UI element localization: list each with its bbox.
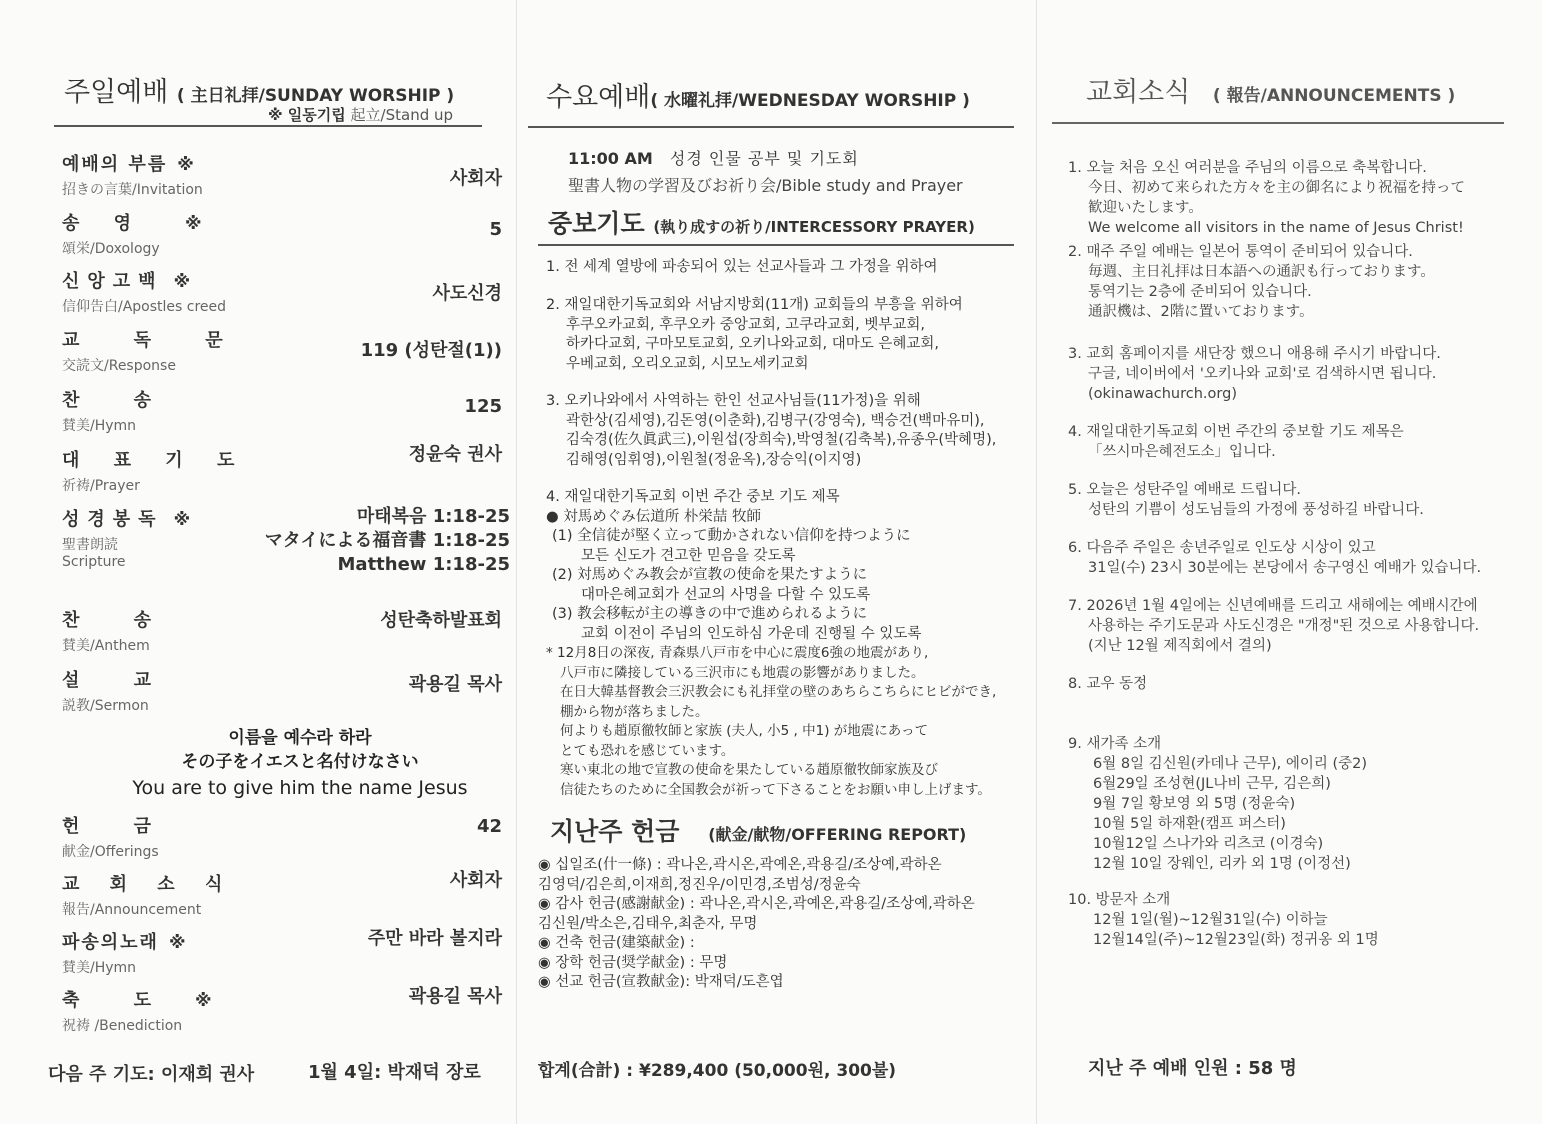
order-item-doxology <box>62 209 502 258</box>
scripture-verse <box>110 726 490 800</box>
order-item-subtitle: 献金/Offerings <box>62 844 159 860</box>
order-item-value: 125 <box>464 396 502 417</box>
order-item-announcement <box>62 870 502 919</box>
intercessory-heading <box>548 204 975 240</box>
sunday-title: 주일예배 <box>64 77 169 108</box>
order-item-value: 정윤숙 권사 <box>408 444 502 465</box>
offering-list: ◉ 십일조(什一條) : 곽나온,곽시온,곽예온,곽용길/조상예,곽하온 김영덕/김은희,이재희,정진우/이민경,조범성/정윤숙 ◉ 감사 헌금(感謝献金) : 곽나온,곽시온,곽예온,곽용길/조상예,곽하온 김신원/박소은,김태우,최춘자, 무명 ◉ 건축 헌금(建築献金) : ◉ 장학 헌금(奨学献金) : 무명 ◉ 선교 헌금(宣教献金): 박재덕/도흔엽 <box>538 857 975 990</box>
announcements-column <box>1052 0 1506 1124</box>
scripture-en: Matthew 1:18-25 <box>337 554 510 575</box>
scripture-jp: マタイによる福音書 1:18-25 <box>264 530 510 551</box>
wednesday-time: 11:00 AM <box>568 149 653 168</box>
announcement-7: 7. 2026년 1월 4일에는 신년예배를 드리고 새해에는 예배시간에 사용하는 주기도문과 사도신경은 "개정"된 것으로 사용합니다. (지난 12월 제직회에서 결의) <box>1068 598 1480 654</box>
wednesday-desc-jp: 聖書人物の学習及びお祈り会/Bible study and Prayer <box>568 176 963 195</box>
order-item-benediction <box>62 986 502 1035</box>
announcements-title-sub: ( 報告/ANNOUNCEMENTS ) <box>1212 86 1456 106</box>
order-item-subtitle: 説教/Sermon <box>62 698 149 714</box>
sunday-title-sub: ( 主日礼拝/SUNDAY WORSHIP ) <box>176 86 455 106</box>
order-item-value: 42 <box>476 816 502 837</box>
order-item-value: 성탄축하발표회 <box>380 610 502 631</box>
announcement-10-visitors: 10. 방문자 소개 12월 1일(월)~12월31일(수) 이하늘 12월14일(주)~12월23일(화) 정귀옹 외 1명 <box>1068 892 1379 948</box>
offering-total: 합계(合計) : ¥289,400 (50,000원, 300불) <box>538 1061 897 1081</box>
wednesday-schedule <box>568 146 963 196</box>
order-item-subtitle: 信仰告白/Apostles creed <box>62 299 227 315</box>
intercessory-title: 중보기도 <box>548 209 645 238</box>
offering-title: 지난주 헌금 <box>550 817 680 846</box>
order-item-title: 송 영 ※ <box>62 213 216 234</box>
intercessory-item-4: 4. 재일대한기독교회 이번 주간 중보 기도 제목 ● 対馬めぐみ伝道所 朴栄喆 牧師 (1) 全信徒が堅く立って動かされない信仰を持つように 모든 신도가 견고한 믿음을 갖도록 (2) 対馬めぐみ教会が宣教の使命を果たすように 대마은혜교회가 선교의 사명을 다할 수 있도록 (3) 教会移転が主の導きの中で進められるように 교회 이전이 주님의 인도하심 가운데 진행될 수 있도록 * 12月8日の深夜, 青森県八戸市を中心に震度6強の地震があり, 八戸市に隣接している三沢市にも地震の影響がありました。 在日大韓基督教会三沢教会にも礼拝堂の壁のあちらこちらにヒビができ, 棚から物が落ちました。 何よりも趙原徹牧師と家族 (夫人, 小5 , 中1) が地震にあって とても恐れを感じています。 寒い東北の地で宣教の使命を果たしている趙原徹牧師家族及び 信徒たちのために全国教会が祈って下さることをお願い申し上げます。 <box>546 488 1016 800</box>
order-item-subtitle: 招きの言葉/Invitation <box>62 182 203 198</box>
standup-note-jp: 起立/Stand up <box>350 106 454 124</box>
order-item-subtitle: 賛美/Hymn <box>62 960 137 976</box>
order-item-value: 사회자 <box>449 870 502 891</box>
order-item-title: 찬 송 <box>62 390 176 411</box>
order-item-value: 사도신경 <box>432 283 502 304</box>
announcements-heading <box>1086 70 1455 109</box>
wednesday-title: 수요예배 <box>546 82 651 113</box>
wednesday-column <box>528 0 1016 1124</box>
order-item-title: 파송의노래 ※ <box>62 932 188 953</box>
order-item-title: 교 독 문 <box>62 330 247 351</box>
wednesday-heading-rule <box>528 126 1014 128</box>
verse-jp: その子をイエスと名付けなさい <box>181 752 419 772</box>
fold-line-left <box>516 0 517 1124</box>
intercessory-heading-rule <box>538 244 1014 246</box>
scripture-ko: 마태복음 1:18-25 <box>356 506 510 527</box>
announcement-3: 3. 교회 홈페이지를 새단장 했으니 애용해 주시기 바랍니다. 구글, 네이버에서 '오키나와 교회'로 검색하시면 됩니다. (okinawachurch.org) <box>1068 346 1441 402</box>
order-item-title: 대 표 기 도 <box>62 450 249 471</box>
verse-en: You are to give him the name Jesus <box>132 777 468 799</box>
order-item-subtitle: 賛美/Anthem <box>62 638 150 654</box>
fold-line-right <box>1036 0 1037 1124</box>
announcement-8: 8. 교우 동정 <box>1068 676 1148 692</box>
wednesday-title-sub: ( 水曜礼拝/WEDNESDAY WORSHIP ) <box>650 91 970 111</box>
intercessory-item-4-church: ● 対馬めぐみ伝道所 朴栄喆 牧師 <box>546 508 761 525</box>
attendance-count: 지난 주 예배 인원 : 58 명 <box>1088 1058 1297 1079</box>
offering-title-sub: (献金/献物/OFFERING REPORT) <box>708 825 967 844</box>
order-item-title: 예배의 부름 ※ <box>62 154 196 175</box>
standup-note-ko: ※ 일동기립 <box>268 106 346 124</box>
order-item-value: 주만 바라 볼지라 <box>367 928 502 949</box>
order-item-title: 성경봉독 ※ <box>62 509 199 530</box>
order-item-title: 찬 송 <box>62 610 176 631</box>
order-item-title: 설 교 <box>62 670 176 691</box>
intercessory-item-1: 1. 전 세계 열방에 파송되어 있는 선교사들과 그 가정을 위하여 <box>546 259 938 275</box>
announcement-5: 5. 오늘은 성탄주일 예배로 드립니다. 성탄의 기쁨이 성도님들의 가정에 풍성하길 바랍니다. <box>1068 482 1424 518</box>
order-item-sending-hymn <box>62 928 502 977</box>
next-week-prayer: 다음 주 기도: 이재희 권사 <box>48 1064 255 1085</box>
order-item-title: 축 도 ※ <box>62 990 212 1011</box>
order-item-title: 헌 금 <box>62 816 176 837</box>
order-item-value: 5 <box>489 219 502 240</box>
order-item-anthem <box>62 606 502 655</box>
order-item-subtitle: 頌栄/Doxology <box>62 241 160 257</box>
order-item-subtitle: 賛美/Hymn <box>62 418 137 434</box>
intercessory-item-4-title: 4. 재일대한기독교회 이번 주간 중보 기도 제목 <box>546 489 840 505</box>
order-item-response <box>62 326 502 375</box>
verse-ko: 이름을 예수라 하라 <box>228 728 372 748</box>
order-item-value: 사회자 <box>449 168 502 189</box>
announcement-2: 2. 매주 주일 예배는 일본어 통역이 준비되어 있습니다. 毎週、主日礼拝は日本語への通訳も行っております。 통역기는 2층에 준비되어 있습니다. 通訳機は、2階に置いております。 <box>1068 244 1435 320</box>
announcement-4: 4. 재일대한기독교회 이번 주간의 중보할 기도 제목은 「쓰시마은혜전도소」입니다. <box>1068 424 1404 460</box>
announcement-9-new-family: 9. 새가족 소개 6월 8일 김신원(카데나 근무), 에이리 (중2) 6월29일 조성현(JL나비 근무, 김은희) 9월 7일 황보영 외 5명 (정윤숙) 10월 5일 하재환(캠프 퍼스터) 10월12일 스나가와 리츠코 (이경숙) 12월 10일 장웨인, 리카 외 1명 (이정선) <box>1068 736 1368 872</box>
sunday-worship-column <box>48 0 510 1124</box>
order-item-subtitle: 祝祷 /Benediction <box>62 1018 183 1034</box>
announcements-heading-rule <box>1052 122 1504 124</box>
intercessory-item-3: 3. 오키나와에서 사역하는 한인 선교사님들(11가정)을 위해 곽한상(김세영),김돈영(이춘화),김병구(강영숙), 백승건(백마유미), 김숙경(佐久眞武三),이원섭(장희숙),박영철(김축복),유종우(박혜명), 김해영(임휘영),이원철(정윤옥),장승익(이지영) <box>546 393 997 468</box>
order-item-title: 신앙고백 ※ <box>62 271 199 292</box>
intercessory-title-sub: (執り成すの祈り/INTERCESSORY PRAYER) <box>653 218 975 236</box>
order-item-title: 교 회 소 식 <box>62 874 235 895</box>
scripture-references <box>265 505 510 577</box>
sunday-heading-rule <box>54 125 482 127</box>
order-item-subtitle: 聖書朗読 <box>62 537 118 553</box>
order-item-value: 곽용길 목사 <box>408 674 502 695</box>
order-item-subtitle: 報告/Announcement <box>62 902 202 918</box>
announcement-1: 1. 오늘 처음 오신 여러분을 주님의 이름으로 축복합니다. 今日、初めて来られた方々を主の御名により祝福を持って 歓迎いたします。 We welcome all visitors in the name of Jesus Christ! <box>1068 160 1465 236</box>
order-item-invitation <box>62 150 502 199</box>
order-item-value: 119 (성탄절(1)) <box>360 340 502 361</box>
intercessory-item-2: 2. 재일대한기독교회와 서남지방회(11개) 교회들의 부흥을 위하여 후쿠오카교회, 후쿠오카 중앙교회, 고쿠라교회, 벳부교회, 하카다교회, 구마모토교회, 오키나와교회, 대마도 은혜교회, 우베교회, 오리오교회, 시모노세키교회 <box>546 297 963 372</box>
order-item-subtitle: 交読文/Response <box>62 358 176 374</box>
order-item-prayer <box>62 446 502 495</box>
wednesday-worship-heading <box>546 75 970 114</box>
offering-heading <box>550 812 966 848</box>
announcements-title: 교회소식 <box>1086 77 1191 108</box>
jan-4-prayer: 1월 4일: 박재덕 장로 <box>308 1062 481 1083</box>
order-item-value: 곽용길 목사 <box>408 986 502 1007</box>
order-item-scripture <box>62 505 510 575</box>
order-item-apostles-creed <box>62 267 502 316</box>
order-item-offerings <box>62 812 502 861</box>
order-item-subtitle: 祈祷/Prayer <box>62 478 140 494</box>
announcement-6: 6. 다음주 주일은 송년주일로 인도상 시상이 있고 31일(수) 23시 30분에는 본당에서 송구영신 예배가 있습니다. <box>1068 540 1482 576</box>
order-item-hymn <box>62 386 502 435</box>
wednesday-desc: 성경 인물 공부 및 기도회 <box>669 149 859 168</box>
order-item-sermon <box>62 666 502 715</box>
standup-note <box>268 104 453 125</box>
order-item-subtitle-en: Scripture <box>62 554 126 570</box>
